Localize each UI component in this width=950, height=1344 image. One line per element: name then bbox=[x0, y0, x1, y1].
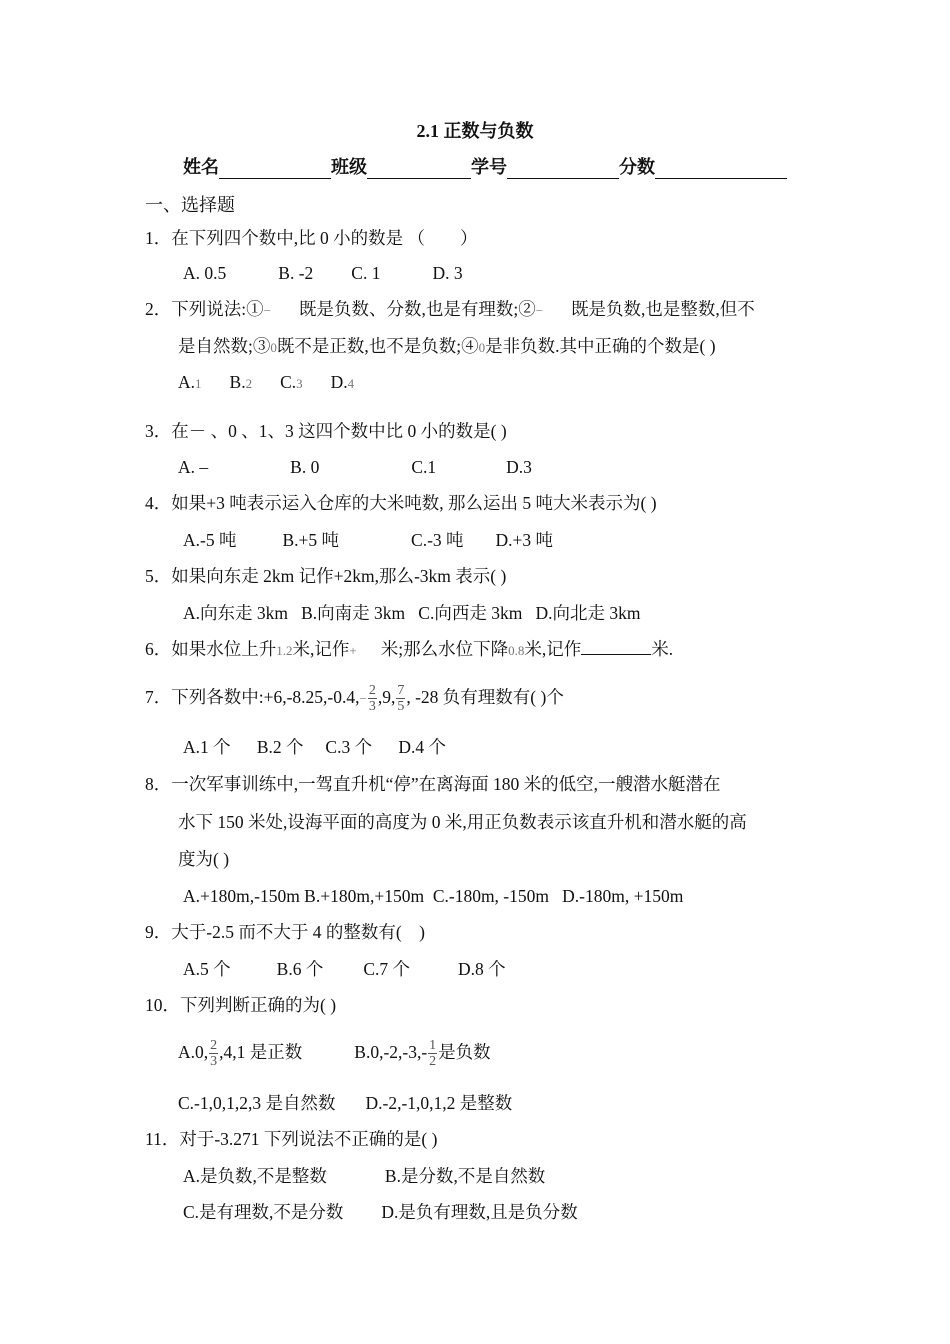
q7-fraction-2-3 bbox=[368, 683, 377, 714]
q8-line-3: 度为( ) bbox=[178, 849, 230, 869]
name-blank[interactable] bbox=[219, 158, 331, 179]
q3-option-b: B. 0 bbox=[290, 457, 320, 477]
q7-text: 7．下列各数中:+6,-8.25,-0.4, bbox=[145, 687, 360, 707]
q10-option-c: C.-1,0,1,2,3 是自然数 bbox=[178, 1093, 336, 1113]
q11-option-d: D.是负有理数,且是负分数 bbox=[381, 1202, 578, 1222]
q10-options-cd bbox=[178, 1092, 512, 1114]
q6-text: 米. bbox=[651, 639, 674, 659]
q10-option-b: B.0,-2,-3,- bbox=[354, 1042, 428, 1062]
q2-text: 是非负数.其中正确的个数是( ) bbox=[485, 336, 716, 356]
q6-text: 米,记作 bbox=[524, 639, 582, 659]
class-label: 班级 bbox=[331, 157, 367, 177]
q2-option-c-value: 3 bbox=[296, 376, 303, 391]
q9-options bbox=[183, 958, 506, 980]
q4-option-b: B.+5 吨 bbox=[282, 530, 340, 550]
q10-stem: 10．下列判断正确的为( ) bbox=[145, 995, 337, 1015]
q11-stem: 11．对于-3.271 下列说法不正确的是( ) bbox=[145, 1129, 438, 1149]
q2-option-d: D. bbox=[330, 372, 348, 392]
id-blank[interactable] bbox=[507, 158, 619, 179]
q3-options bbox=[178, 456, 532, 478]
q3-option-a: A. – bbox=[178, 457, 209, 477]
q1-stem: 1．在下列四个数中,比 0 小的数是 （ ） bbox=[145, 228, 478, 248]
q4-options bbox=[183, 529, 553, 551]
fraction-numerator: 2 bbox=[368, 683, 376, 699]
q2-text: 既是负数,也是整数,但不 bbox=[571, 299, 755, 319]
q2-math: 0 bbox=[270, 340, 277, 355]
q6-text: 米,记作 bbox=[292, 639, 350, 659]
q9-option-d: D.8 个 bbox=[458, 959, 506, 979]
q6-value: 0.8 bbox=[508, 643, 525, 658]
q9-option-c: C.7 个 bbox=[363, 959, 411, 979]
q2-option-a-value: 1 bbox=[195, 376, 202, 391]
q4-stem: 4．如果+3 吨表示运入仓库的大米吨数, 那么运出 5 吨大米表示为( ) bbox=[145, 493, 657, 513]
q3-option-d: D.3 bbox=[506, 457, 532, 477]
q8-line-2: 水下 150 米处,设海平面的高度为 0 米,用正负数表示该直升机和潜水艇的高 bbox=[178, 812, 747, 832]
q11-option-c: C.是有理数,不是分数 bbox=[183, 1202, 344, 1222]
q11-options-cd bbox=[183, 1201, 578, 1223]
q2-math: − bbox=[535, 303, 544, 318]
q3-option-c: C.1 bbox=[411, 457, 437, 477]
q11-options-ab bbox=[183, 1165, 545, 1187]
q2-text: 是自然数;③ bbox=[178, 336, 271, 356]
q2-text: 既不是正数,也不是负数;④ bbox=[276, 336, 479, 356]
fraction-denominator: 3 bbox=[368, 699, 376, 715]
q2-option-d-value: 4 bbox=[347, 376, 355, 391]
q1-option-a: A. 0.5 bbox=[183, 263, 227, 283]
q5-stem: 5．如果向东走 2km 记作+2km,那么-3km 表示( ) bbox=[145, 566, 507, 586]
q6-value: + bbox=[349, 643, 357, 658]
q10-option-d: D.-2,-1,0,1,2 是整数 bbox=[365, 1093, 513, 1113]
q9-option-a: A.5 个 bbox=[183, 959, 231, 979]
q7-text: ,9, bbox=[377, 687, 396, 707]
q1-option-b: B. -2 bbox=[278, 263, 314, 283]
q7-options: A.1 个 B.2 个 C.3 个 D.4 个 bbox=[183, 737, 446, 757]
q4-option-d: D.+3 吨 bbox=[495, 530, 554, 550]
q8-options: A.+180m,-150m B.+180m,+150m C.-180m, -150m D.-180m, +150m bbox=[183, 886, 684, 906]
q2-options bbox=[178, 371, 354, 395]
name-label: 姓名 bbox=[183, 157, 219, 177]
q10-fraction-1-2 bbox=[428, 1038, 437, 1069]
q7-stem bbox=[145, 680, 564, 716]
q7-fraction-7-5 bbox=[396, 683, 405, 714]
q4-option-a: A.-5 吨 bbox=[183, 530, 237, 550]
q6-text: 6．如果水位上升 bbox=[145, 639, 277, 659]
fraction-denominator: 3 bbox=[210, 1054, 218, 1070]
q10-option-a: ,4,1 是正数 bbox=[219, 1042, 303, 1062]
q9-stem: 9．大于-2.5 而不大于 4 的整数有( ) bbox=[145, 922, 425, 942]
page-title: 2.1 正数与负数 bbox=[416, 121, 534, 141]
q2-text: 既是负数、分数,也是有理数;② bbox=[298, 299, 536, 319]
fraction-numerator: 7 bbox=[397, 683, 405, 699]
fraction-numerator: 1 bbox=[429, 1038, 437, 1054]
section-title: 一、选择题 bbox=[145, 195, 235, 215]
q2-line-1 bbox=[145, 298, 755, 322]
score-label: 分数 bbox=[619, 157, 655, 177]
q6-text: 米;那么水位下降 bbox=[380, 639, 509, 659]
q7-text: , -28 负有理数有( )个 bbox=[406, 687, 564, 707]
q1-options bbox=[183, 262, 463, 284]
q10-option-a: A.0, bbox=[178, 1042, 209, 1062]
fraction-denominator: 2 bbox=[429, 1054, 437, 1070]
q9-option-b: B.6 个 bbox=[276, 959, 324, 979]
q10-options-ab bbox=[178, 1034, 491, 1070]
q7-minus: − bbox=[359, 691, 367, 706]
id-label: 学号 bbox=[471, 157, 507, 177]
q2-text: 2．下列说法:① bbox=[145, 299, 264, 319]
q8-line-1: 8．一次军事训练中,一驾直升机“停”在离海面 180 米的低空,一艘潜水艇潜在 bbox=[145, 774, 721, 794]
q5-options: A.向东走 3km B.向南走 3km C.向西走 3km D.向北走 3km bbox=[183, 603, 641, 623]
q3-stem: 3．在－ 、0 、1、3 这四个数中比 0 小的数是( ) bbox=[145, 421, 507, 441]
fraction-denominator: 5 bbox=[397, 699, 405, 715]
fraction-numerator: 2 bbox=[210, 1038, 218, 1054]
q4-option-c: C.-3 吨 bbox=[411, 530, 464, 550]
q11-option-a: A.是负数,不是整数 bbox=[183, 1166, 327, 1186]
class-blank[interactable] bbox=[367, 158, 471, 179]
student-info-row bbox=[183, 153, 787, 179]
q6-value: 1.2 bbox=[276, 643, 293, 658]
q10-option-b: 是负数 bbox=[438, 1042, 491, 1062]
q2-option-a: A. bbox=[178, 372, 196, 392]
q2-option-c: C. bbox=[280, 372, 297, 392]
q2-option-b-value: 2 bbox=[245, 376, 253, 391]
q2-math: 0 bbox=[478, 340, 486, 355]
q11-option-b: B.是分数,不是自然数 bbox=[384, 1166, 546, 1186]
q1-option-d: D. 3 bbox=[432, 263, 463, 283]
q2-option-b: B. bbox=[229, 372, 246, 392]
q6-answer-blank[interactable] bbox=[581, 638, 651, 655]
q2-line-2 bbox=[178, 335, 716, 359]
q6-stem bbox=[145, 638, 673, 662]
score-blank[interactable] bbox=[655, 158, 787, 179]
q1-option-c: C. 1 bbox=[351, 263, 381, 283]
q10-fraction-2-3 bbox=[209, 1038, 218, 1069]
q2-math: − bbox=[263, 303, 271, 318]
